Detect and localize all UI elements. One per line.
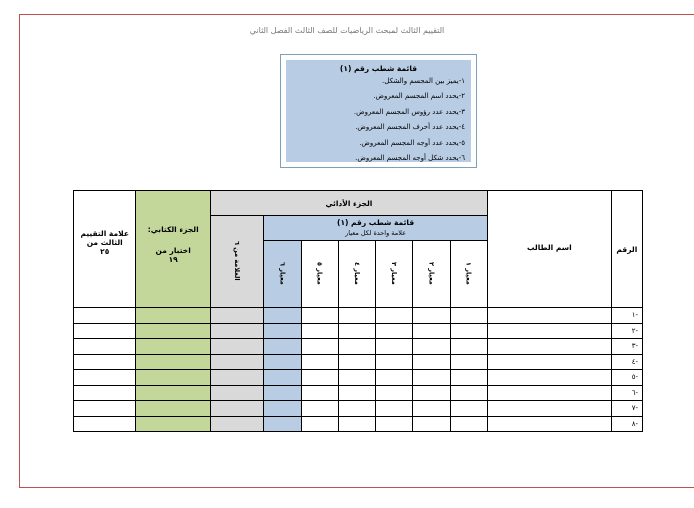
criterion-5-cell[interactable] <box>301 339 338 355</box>
criteria-list-box <box>280 54 477 168</box>
total-mark-header <box>74 191 136 308</box>
criterion-5-cell[interactable] <box>301 385 338 401</box>
criterion-header-2 <box>413 241 450 308</box>
table-row <box>74 401 643 417</box>
total-mark-cell[interactable] <box>74 323 136 339</box>
performance-mark-cell[interactable] <box>210 308 263 324</box>
performance-mark-cell[interactable] <box>210 339 263 355</box>
criterion-2-cell[interactable] <box>413 339 450 355</box>
row-number-cell: -٨ <box>611 416 642 432</box>
checklist-header <box>264 216 488 241</box>
criterion-3-cell[interactable] <box>376 416 413 432</box>
written-mark-cell[interactable] <box>136 308 211 324</box>
mark-out-of-label: العلامة من ٦ <box>233 240 242 281</box>
criterion-6-cell[interactable] <box>264 308 301 324</box>
student-name-cell[interactable] <box>487 354 611 370</box>
criterion-5-cell[interactable] <box>301 308 338 324</box>
performance-mark-cell[interactable] <box>210 323 263 339</box>
criterion-1-cell[interactable] <box>450 416 487 432</box>
criterion-header-label: معيار ٢ <box>427 261 436 285</box>
criterion-4-cell[interactable] <box>338 339 375 355</box>
criterion-2-cell[interactable] <box>413 323 450 339</box>
written-mark-cell[interactable] <box>136 401 211 417</box>
criterion-6-cell[interactable] <box>264 339 301 355</box>
total-mark-cell[interactable] <box>74 370 136 386</box>
criterion-4-cell[interactable] <box>338 401 375 417</box>
row-number-cell: -٢ <box>611 323 642 339</box>
performance-mark-cell[interactable] <box>210 385 263 401</box>
criterion-6-cell[interactable] <box>264 323 301 339</box>
criterion-1-cell[interactable] <box>450 308 487 324</box>
criterion-2-cell[interactable] <box>413 401 450 417</box>
written-mark-cell[interactable] <box>136 323 211 339</box>
criterion-4-cell[interactable] <box>338 323 375 339</box>
student-name-cell[interactable] <box>487 385 611 401</box>
document-title: التقييم الثالث لمبحث الرياضيات للصف الثالث الفصل الثاني <box>249 26 445 35</box>
grade-table <box>73 190 643 432</box>
criterion-3-cell[interactable] <box>376 370 413 386</box>
written-test-label: اختبار من <box>155 246 191 255</box>
total-mark-max: ٢٥ <box>100 247 110 256</box>
table-row <box>74 370 643 386</box>
row-number-cell: -١ <box>611 308 642 324</box>
criterion-3-cell[interactable] <box>376 339 413 355</box>
written-part-header <box>136 191 211 308</box>
criterion-1-cell[interactable] <box>450 354 487 370</box>
criterion-header-4 <box>338 241 375 308</box>
total-mark-cell[interactable] <box>74 385 136 401</box>
criterion-6-cell[interactable] <box>264 401 301 417</box>
criterion-1-cell[interactable] <box>450 370 487 386</box>
total-mark-cell[interactable] <box>74 354 136 370</box>
table-row <box>74 354 643 370</box>
criterion-3-cell[interactable] <box>376 401 413 417</box>
criteria-list-heading: قائمة شطب رقم (١) <box>339 64 418 73</box>
criterion-2-cell[interactable] <box>413 354 450 370</box>
criterion-6-cell[interactable] <box>264 354 301 370</box>
criterion-1-cell[interactable] <box>450 323 487 339</box>
criterion-5-cell[interactable] <box>301 370 338 386</box>
criteria-item: ١-يميز بين المجسم والشكل. <box>382 77 465 85</box>
criterion-3-cell[interactable] <box>376 308 413 324</box>
written-mark-cell[interactable] <box>136 385 211 401</box>
criterion-2-cell[interactable] <box>413 385 450 401</box>
total-mark-cell[interactable] <box>74 308 136 324</box>
performance-part-header: الجزء الأدائي <box>210 191 487 216</box>
criterion-5-cell[interactable] <box>301 354 338 370</box>
criterion-2-cell[interactable] <box>413 416 450 432</box>
written-mark-cell[interactable] <box>136 339 211 355</box>
criterion-4-cell[interactable] <box>338 370 375 386</box>
written-test-max: ١٩ <box>168 255 178 264</box>
criterion-1-cell[interactable] <box>450 385 487 401</box>
number-header: الرقم <box>611 191 642 308</box>
criterion-header-1 <box>450 241 487 308</box>
checklist-title: قائمة شطب رقم (١) <box>337 218 415 227</box>
total-mark-cell[interactable] <box>74 339 136 355</box>
table-header-row <box>74 191 643 216</box>
criterion-1-cell[interactable] <box>450 339 487 355</box>
row-number-cell: -٥ <box>611 370 642 386</box>
mark-out-of-header <box>210 216 263 308</box>
performance-mark-cell[interactable] <box>210 416 263 432</box>
criterion-1-cell[interactable] <box>450 401 487 417</box>
criterion-header-label: معيار ٥ <box>315 261 324 285</box>
criterion-header-label: معيار ١ <box>464 261 473 285</box>
criterion-5-cell[interactable] <box>301 416 338 432</box>
table-row <box>74 385 643 401</box>
written-mark-cell[interactable] <box>136 416 211 432</box>
total-mark-cell[interactable] <box>74 416 136 432</box>
student-name-cell[interactable] <box>487 370 611 386</box>
row-number-cell: -٤ <box>611 354 642 370</box>
criterion-header-label: معيار ٤ <box>352 261 361 285</box>
student-name-cell[interactable] <box>487 339 611 355</box>
criterion-header-label: معيار ٦ <box>278 261 287 285</box>
criterion-4-cell[interactable] <box>338 385 375 401</box>
student-name-header: اسم الطالب <box>487 191 611 308</box>
criteria-item: ٣-يحدد عدد رؤوس المجسم المعروض. <box>353 107 465 116</box>
table-row <box>74 339 643 355</box>
criterion-6-cell[interactable] <box>264 370 301 386</box>
criteria-item: ٤-يحدد عدد أحرف المجسم المعروض. <box>355 123 465 132</box>
criterion-header-3 <box>376 241 413 308</box>
student-name-cell[interactable] <box>487 401 611 417</box>
row-number-cell: -٦ <box>611 385 642 401</box>
table-row <box>74 323 643 339</box>
criteria-item: ٦-يحدد شكل أوجه المجسم المعروض. <box>355 154 465 163</box>
criterion-5-cell[interactable] <box>301 323 338 339</box>
performance-mark-cell[interactable] <box>210 401 263 417</box>
row-number-cell: -٧ <box>611 401 642 417</box>
criteria-item: ٢-يحدد اسم المجسم المعروض. <box>373 92 465 101</box>
total-mark-label: علامة التقييم الثالث من <box>80 229 129 247</box>
performance-mark-cell[interactable] <box>210 370 263 386</box>
table-row <box>74 416 643 432</box>
criterion-header-label: معيار ٣ <box>390 261 399 285</box>
criterion-3-cell[interactable] <box>376 385 413 401</box>
written-part-label: الجزء الكتابي: <box>147 225 199 234</box>
student-name-cell[interactable] <box>487 308 611 324</box>
student-name-cell[interactable] <box>487 323 611 339</box>
table-row <box>74 308 643 324</box>
criterion-4-cell[interactable] <box>338 354 375 370</box>
written-mark-cell[interactable] <box>136 354 211 370</box>
written-mark-cell[interactable] <box>136 370 211 386</box>
checklist-note: علامة واحدة لكل معيار <box>345 229 407 237</box>
criterion-6-cell[interactable] <box>264 385 301 401</box>
criteria-list-panel <box>286 60 471 162</box>
criterion-4-cell[interactable] <box>338 308 375 324</box>
total-mark-cell[interactable] <box>74 401 136 417</box>
criterion-3-cell[interactable] <box>376 354 413 370</box>
criterion-2-cell[interactable] <box>413 308 450 324</box>
performance-mark-cell[interactable] <box>210 354 263 370</box>
row-number-cell: -٣ <box>611 339 642 355</box>
criterion-5-cell[interactable] <box>301 401 338 417</box>
criterion-2-cell[interactable] <box>413 370 450 386</box>
criterion-3-cell[interactable] <box>376 323 413 339</box>
student-name-cell[interactable] <box>487 416 611 432</box>
criteria-item: ٥-يحدد عدد أوجه المجسم المعروض. <box>359 138 465 147</box>
criterion-header-5 <box>301 241 338 308</box>
criterion-header-6 <box>264 241 301 308</box>
criterion-4-cell[interactable] <box>338 416 375 432</box>
criterion-6-cell[interactable] <box>264 416 301 432</box>
